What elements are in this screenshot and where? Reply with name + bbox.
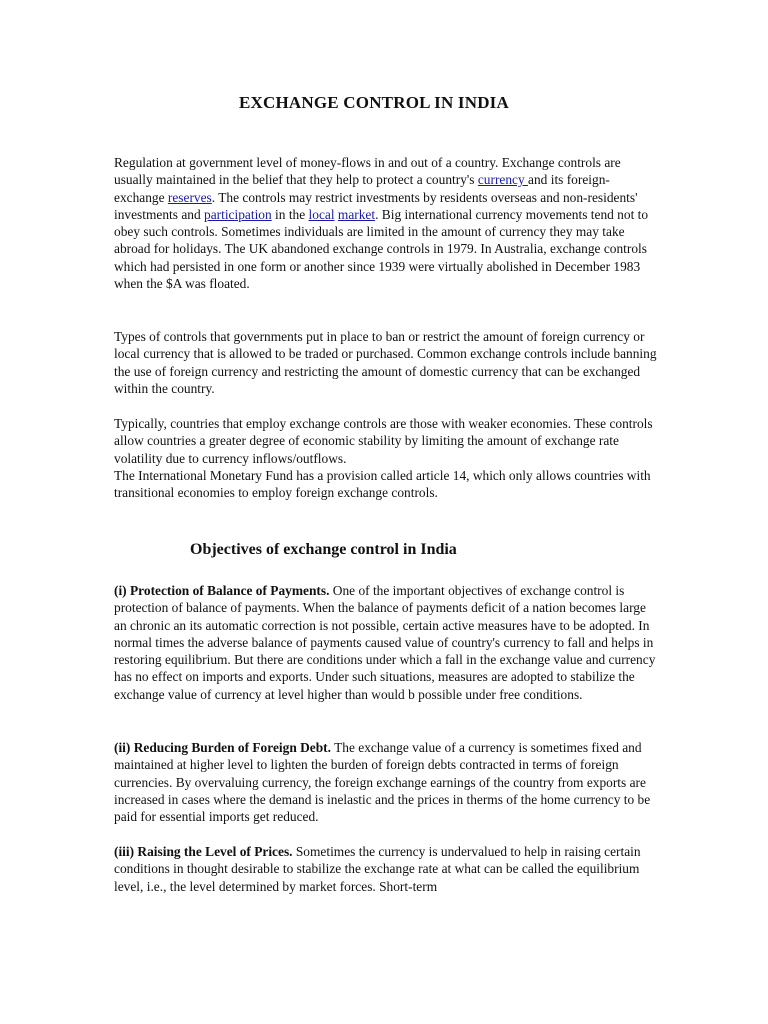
objectives-heading: Objectives of exchange control in India [190,541,457,558]
objective-2-label: (ii) Reducing Burden of Foreign Debt. [114,740,331,755]
objective-2 [114,739,659,825]
typically-paragraph [114,415,659,501]
types-text: Types of controls that governments put in place to ban or restrict the amount of foreign currency or local currency that is allowed to be traded or purchased. Common exchange controls include banning the use of foreign currency and restricting the amount of domestic currency that can be exchanged within the country. [114,329,657,396]
link-participation[interactable]: participation [204,206,272,222]
intro-text-6: . Big international currency movements tend not to obey such controls. Sometimes individuals are limited in the amount of currency they may take abroad for holidays. The UK abandoned exchange controls in 1979. In Australia, exchange controls which had persisted in one form or another since 1939 were virtually abolished in December 1983 when the $A was floated. [114,206,649,292]
objective-3-label: (iii) Raising the Level of Prices. [114,844,293,859]
link-market[interactable]: market [337,206,376,222]
objective-2-text: The exchange value of a currency is sometimes fixed and maintained at higher level to lighten the burden of foreign debts contracted in terms of foreign currencies. By overvaluing currency, the foreign exchange earnings of the country from exports are increased in cases where the demand is inelastic and the prices in therms of the home currency to be paid for essential imports get reduced. [114,740,651,825]
intro-text-4: in the [271,206,309,222]
objective-3-text: Sometimes the currency is undervalued to help in raising certain conditions in thought desirable to stabilize the exchange rate at what can be called the equilibrium level, i.e., the level determined by market forces. Short-term [114,844,641,894]
imf-text: The International Monetary Fund has a provision called article 14, which only allows countries with transitional economies to employ foreign exchange controls. [114,467,651,501]
intro-text-3: . The controls may restrict investments by residents overseas and non-residents' investments and [114,189,638,222]
objective-3 [114,843,659,895]
intro-text-1: Regulation at government level of money-flows in and out of a country. Exchange controls are usually maintained in the belief that they help to protect a country's [114,155,621,188]
link-currency[interactable]: currency [477,172,529,188]
link-local[interactable]: local [308,206,335,222]
typically-text: Typically, countries that employ exchange controls are those with weaker economies. These controls allow countries a greater degree of economic stability by limiting the amount of exchange rate volatility due to currency inflows/outflows. [114,416,653,466]
intro-text-2: and its foreign-exchange [114,172,610,205]
intro-paragraph [114,154,659,292]
objective-1 [114,582,659,703]
link-reserves[interactable]: reserves [167,189,212,205]
page-title: EXCHANGE CONTROL IN INDIA [239,93,509,112]
objective-1-text: One of the important objectives of exchange control is protection of balance of payments. When the balance of payments deficit of a nation becomes large an chronic an its automatic correction is not possible, certain active measures have to be adopted. In normal times the adverse balance of payments caused value of country's currency to fall and helps in restoring equilibrium. But there are conditions under which a fall in the exchange value and currency has no effect on imports and exports. Under such situations, measures are adopted to stabilize the exchange value of currency at level higher than would b possible under free conditions. [114,583,656,702]
objective-1-label: (i) Protection of Balance of Payments. [114,583,330,598]
types-paragraph [114,328,659,397]
